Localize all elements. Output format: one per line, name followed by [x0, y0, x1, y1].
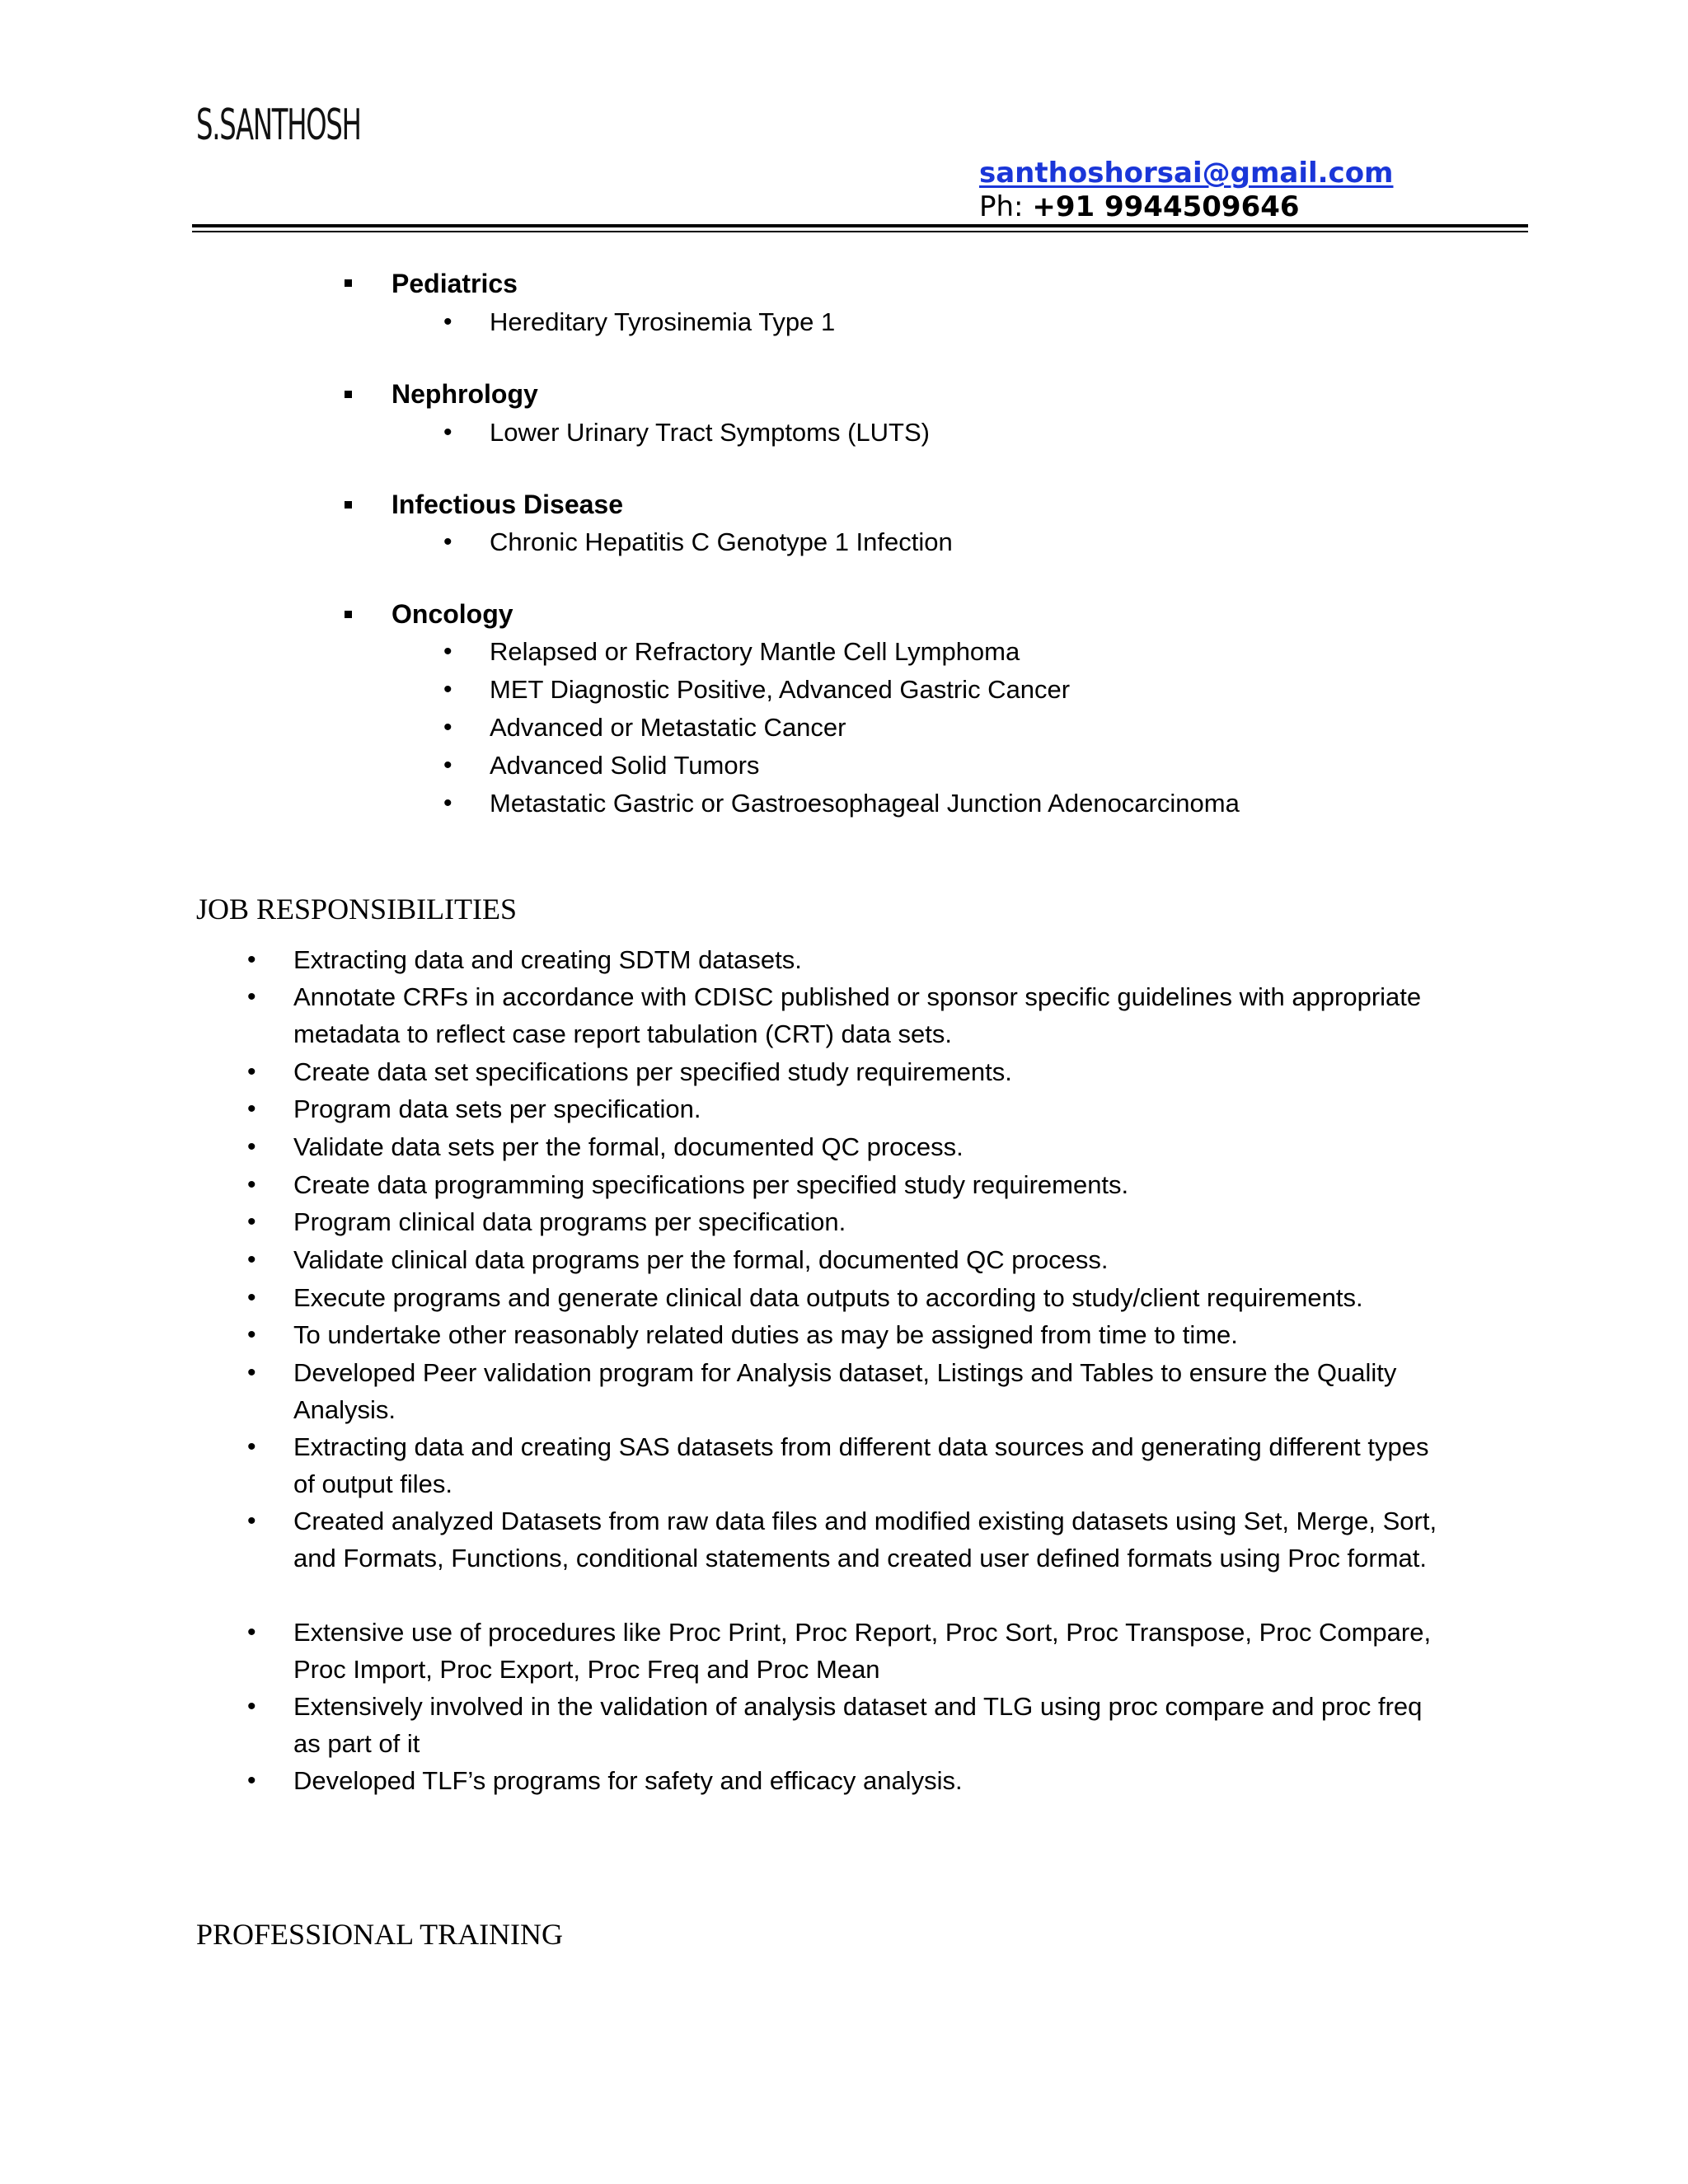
- bullet-icon: •: [443, 419, 452, 446]
- list-item: Create data set specifications per specified study requirements.: [293, 1057, 1012, 1086]
- list-item: MET Diagnostic Positive, Advanced Gastric Cancer: [490, 675, 1071, 704]
- list-item: Execute programs and generate clinical data outputs to according to study/client requirements.: [293, 1283, 1363, 1312]
- email-link[interactable]: santhoshorsai@gmail.com: [979, 157, 1394, 190]
- section-heading-professional-training: PROFESSIONAL TRAINING: [196, 1918, 564, 1951]
- bullet-icon: •: [443, 676, 452, 703]
- square-bullet-icon: [345, 391, 352, 398]
- bullet-icon: •: [247, 1359, 256, 1386]
- square-bullet-icon: [345, 501, 352, 509]
- bullet-icon: •: [247, 946, 256, 973]
- bullet-icon: •: [247, 1058, 256, 1085]
- list-item: Extracting data and creating SDTM datasets.: [293, 945, 802, 974]
- bullet-icon: •: [247, 1507, 256, 1535]
- bullet-icon: •: [247, 1208, 256, 1235]
- list-item: Developed Peer validation program for Analysis dataset, Listings and Tables to ensure the Quality Analysis.: [293, 1358, 1397, 1424]
- list-item: Lower Urinary Tract Symptoms (LUTS): [490, 418, 930, 447]
- square-bullet-icon: [345, 611, 352, 618]
- bullet-icon: •: [247, 1133, 256, 1160]
- bullet-icon: •: [443, 790, 452, 817]
- list-item: Program clinical data programs per specification.: [293, 1207, 846, 1236]
- bullet-icon: •: [247, 1171, 256, 1198]
- list-item: Create data programming specifications per specified study requirements.: [293, 1170, 1129, 1199]
- list-item: Chronic Hepatitis C Genotype 1 Infection: [490, 527, 953, 556]
- phone-number: +91 9944509646: [1032, 190, 1300, 223]
- category-nephrology: Nephrology: [392, 379, 538, 409]
- list-item: Program data sets per specification.: [293, 1094, 701, 1123]
- list-item: Validate data sets per the formal, documented QC process.: [293, 1132, 964, 1161]
- section-heading-job-responsibilities: JOB RESPONSIBILITIES: [196, 893, 518, 926]
- list-item: Extensive use of procedures like Proc Print, Proc Report, Proc Sort, Proc Transpose, Proc Compare, Proc Import, Proc Export, Proc Freq and Proc Mean: [293, 1618, 1432, 1684]
- bullet-icon: •: [247, 1095, 256, 1122]
- phone-line: [979, 190, 1300, 223]
- bullet-icon: •: [443, 308, 452, 335]
- list-item: Advanced or Metastatic Cancer: [490, 713, 846, 742]
- bullet-icon: •: [247, 1619, 256, 1646]
- candidate-name: S.SANTHOSH: [196, 101, 361, 150]
- list-item: Hereditary Tyrosinemia Type 1: [490, 307, 836, 336]
- list-item: Annotate CRFs in accordance with CDISC published or sponsor specific guidelines with appropriate metadata to reflect case report tabulation (CRT) data sets.: [293, 982, 1422, 1048]
- bullet-icon: •: [247, 1284, 256, 1311]
- bullet-icon: •: [247, 1246, 256, 1273]
- category-oncology: Oncology: [392, 599, 513, 629]
- list-item: Extensively involved in the validation of analysis dataset and TLG using proc compare and proc freq as part of it: [293, 1692, 1423, 1758]
- square-bullet-icon: [345, 279, 352, 287]
- phone-label: Ph:: [979, 190, 1024, 223]
- category-pediatrics: Pediatrics: [392, 269, 518, 298]
- list-item: To undertake other reasonably related duties as may be assigned from time to time.: [293, 1320, 1238, 1349]
- list-item: Relapsed or Refractory Mantle Cell Lymphoma: [490, 637, 1020, 666]
- category-infectious-disease: Infectious Disease: [392, 490, 623, 519]
- bullet-icon: •: [247, 1321, 256, 1348]
- bullet-icon: •: [443, 638, 452, 665]
- list-item: Validate clinical data programs per the formal, documented QC process.: [293, 1245, 1109, 1274]
- bullet-icon: •: [443, 752, 452, 779]
- bullet-icon: •: [247, 1433, 256, 1460]
- bullet-icon: •: [247, 1693, 256, 1720]
- list-item: Metastatic Gastric or Gastroesophageal Junction Adenocarcinoma: [490, 789, 1240, 818]
- bullet-icon: •: [247, 1767, 256, 1794]
- bullet-icon: •: [247, 983, 256, 1010]
- list-item: Extracting data and creating SAS datasets from different data sources and generating different types of output files.: [293, 1432, 1429, 1498]
- header-divider-thick: [192, 224, 1528, 227]
- bullet-icon: •: [443, 528, 452, 555]
- bullet-icon: •: [443, 714, 452, 741]
- list-item: Developed TLF’s programs for safety and efficacy analysis.: [293, 1766, 963, 1795]
- header-divider-thin: [192, 231, 1528, 232]
- list-item: Advanced Solid Tumors: [490, 751, 760, 780]
- list-item: Created analyzed Datasets from raw data files and modified existing datasets using Set, Merge, Sort, and Formats, Functions, conditional statements and created user defined formats using Proc format.: [293, 1507, 1437, 1572]
